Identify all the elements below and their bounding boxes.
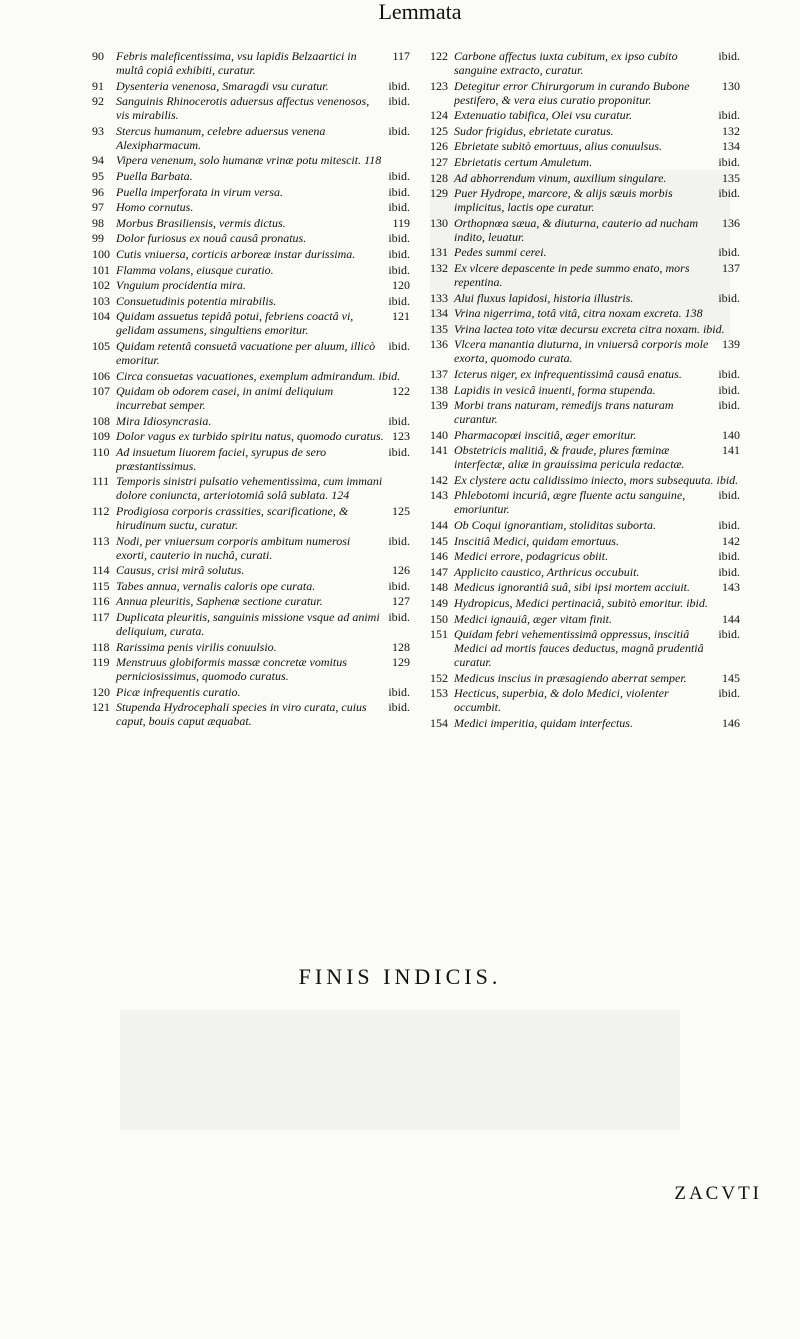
entry-text: Menstruus globiformis massæ concretæ vomitus perniciosissimus, quomodo curatus.	[116, 655, 347, 684]
entry-number: 103	[92, 293, 110, 308]
entry-page: ibid.	[388, 293, 410, 308]
index-entry	[430, 565, 740, 579]
entry-page: 130	[722, 78, 740, 93]
entry-text: Ad insuetum liuorem faciei, syrupus de sero præstantissimus.	[116, 444, 327, 473]
running-header: Lemmata	[378, 0, 462, 24]
entry-page: 125	[392, 504, 410, 519]
entry-number: 125	[430, 123, 448, 138]
entry-text: Icterus niger, ex infrequentissimâ causâ enatus.	[454, 366, 682, 381]
entry-number: 92	[92, 94, 104, 109]
entry-text: Ebrietatis certum Amuletum.	[454, 154, 593, 169]
index-entry	[92, 429, 410, 443]
entry-number: 101	[92, 262, 110, 277]
entry-number: 121	[92, 700, 110, 715]
entry-number: 124	[430, 108, 448, 123]
entry-page: 132	[722, 123, 740, 138]
entry-number: 106	[92, 368, 110, 383]
index-entry	[92, 49, 410, 77]
entry-text: Phlebotomi incuriâ, ægre fluente actu sanguine, emoriuntur.	[454, 488, 686, 517]
index-entry	[92, 294, 410, 308]
entry-page: ibid.	[718, 488, 740, 503]
entry-page: ibid.	[718, 627, 740, 642]
entry-number: 139	[430, 398, 448, 413]
index-entry	[430, 367, 740, 381]
entry-page: 126	[392, 563, 410, 578]
entry-text: Causus, crisi mirâ solutus.	[116, 563, 245, 578]
entry-text: Ebrietate subitò emortuus, alius conuulsus.	[454, 139, 662, 154]
entry-page: 127	[392, 594, 410, 609]
index-entry	[92, 185, 410, 199]
entry-page: ibid.	[388, 578, 410, 593]
index-entry	[92, 200, 410, 214]
index-entry	[430, 49, 740, 77]
entry-page: ibid.	[718, 290, 740, 305]
entry-page: ibid.	[388, 123, 410, 138]
entry-number: 127	[430, 154, 448, 169]
entry-text: Vrina lactea toto vitæ decursu excreta citra noxam. ibid.	[454, 321, 725, 336]
entry-number: 93	[92, 123, 104, 138]
index-entry	[92, 247, 410, 261]
entry-page: 139	[722, 337, 740, 352]
entry-page: ibid.	[388, 200, 410, 215]
entry-text: Morbus Brasiliensis, vermis dictus.	[116, 215, 286, 230]
entry-page: 120	[392, 278, 410, 293]
entry-number: 112	[92, 504, 110, 519]
entry-number: 153	[430, 686, 448, 701]
index-entry	[92, 79, 410, 93]
entry-page: ibid.	[718, 564, 740, 579]
index-entry	[92, 153, 410, 167]
index-entry	[92, 445, 410, 473]
index-entry	[430, 398, 740, 426]
index-entry	[430, 488, 740, 516]
entry-text: Medicus inscius in præsagiendo aberrat semper.	[454, 670, 687, 685]
entry-page: ibid.	[718, 518, 740, 533]
entry-number: 151	[430, 627, 448, 642]
index-entry	[430, 216, 740, 244]
index-entry	[92, 369, 410, 383]
entry-text: Ex vlcere depascente in pede summo enato, mors repentina.	[454, 260, 690, 289]
entry-text: Ad abhorrendum vinum, auxilium singulare.	[454, 170, 667, 185]
index-entry	[430, 171, 740, 185]
entry-text: Prodigiosa corporis crassities, scarificatione, & hirudinum suctu, curatur.	[116, 504, 349, 533]
entry-number: 108	[92, 413, 110, 428]
entry-text: Ex clystere actu calidissimo iniecto, mors subsequuta. ibid.	[454, 472, 739, 487]
index-entry	[430, 186, 740, 214]
entry-text: Nodi, per vniuersum corporis ambitum numerosi exorti, cauterio in nuchâ, curati.	[116, 533, 351, 562]
entry-number: 128	[430, 170, 448, 185]
entry-page: 135	[722, 170, 740, 185]
index-entry	[430, 124, 740, 138]
entry-number: 131	[430, 245, 448, 260]
entry-page: ibid.	[388, 94, 410, 109]
index-entry	[430, 322, 740, 336]
index-entry	[92, 563, 410, 577]
entry-text: Picæ infrequentis curatio.	[116, 684, 241, 699]
entry-page: ibid.	[388, 413, 410, 428]
entry-page: ibid.	[388, 262, 410, 277]
entry-text: Rarissima penis virilis conuulsio.	[116, 639, 277, 654]
index-entry	[92, 579, 410, 593]
entry-number: 149	[430, 596, 448, 611]
entry-number: 94	[92, 153, 104, 168]
entry-text: Medici ignauiâ, æger vitam finit.	[454, 611, 612, 626]
entry-text: Stupenda Hydrocephali species in viro curata, cuius caput, bouis caput æquabat.	[116, 700, 367, 729]
index-entry	[430, 306, 740, 320]
entry-number: 142	[430, 472, 448, 487]
index-entry	[430, 245, 740, 259]
index-entry	[92, 504, 410, 532]
entry-number: 152	[430, 670, 448, 685]
entry-number: 146	[430, 549, 448, 564]
entry-text: Duplicata pleuritis, sanguinis missione vsque ad animi deliquium, curata.	[116, 610, 380, 639]
entry-number: 123	[430, 78, 448, 93]
index-entry	[92, 231, 410, 245]
index-entry	[92, 309, 410, 337]
entry-number: 97	[92, 200, 104, 215]
entry-text: Hydropicus, Medici pertinaciâ, subitò emoritur. ibid.	[454, 596, 708, 611]
entry-number: 107	[92, 384, 110, 399]
entry-number: 130	[430, 215, 448, 230]
entry-text: Dysenteria venenosa, Smaragdi vsu curatur.	[116, 78, 329, 93]
entry-text: Extenuatio tabifica, Olei vsu curatur.	[454, 108, 632, 123]
index-entry	[92, 216, 410, 230]
entry-number: 137	[430, 366, 448, 381]
entry-text: Medicus ignorantiâ suâ, sibi ipsi mortem acciuit.	[454, 580, 690, 595]
entry-page: 119	[392, 215, 410, 230]
entry-text: Homo cornutus.	[116, 200, 194, 215]
entry-number: 114	[92, 563, 110, 578]
entry-page: 123	[392, 429, 410, 444]
entry-page: ibid.	[718, 186, 740, 201]
entry-number: 132	[430, 260, 448, 275]
entry-page: 141	[722, 443, 740, 458]
entry-number: 141	[430, 443, 448, 458]
entry-number: 138	[430, 382, 448, 397]
entry-number: 140	[430, 427, 448, 442]
entry-number: 105	[92, 338, 110, 353]
index-entry	[430, 383, 740, 397]
index-entry	[430, 443, 740, 471]
index-column-right	[430, 49, 740, 732]
entry-number: 111	[92, 474, 110, 489]
entry-page: 129	[392, 655, 410, 670]
entry-text: Tabes annua, vernalis caloris ope curata.	[116, 578, 316, 593]
entry-page: 137	[722, 260, 740, 275]
index-entry	[430, 139, 740, 153]
entry-page: 145	[722, 670, 740, 685]
entry-text: Flamma volans, eiusque curatio.	[116, 262, 274, 277]
entry-number: 115	[92, 578, 110, 593]
entry-text: Dolor vagus ex turbido spiritu natus, quomodo curatus.	[116, 429, 384, 444]
entry-number: 122	[430, 49, 448, 63]
entry-number: 109	[92, 429, 110, 444]
entry-text: Quidam assuetus tepidâ potui, febriens coactâ vi, gelidam assumens, singultiens emoritur.	[116, 309, 354, 338]
entry-page: ibid.	[718, 108, 740, 123]
entry-number: 98	[92, 215, 104, 230]
entry-page: ibid.	[388, 246, 410, 261]
index-entry	[430, 291, 740, 305]
entry-page: 143	[722, 580, 740, 595]
entry-text: Dolor furiosus ex nouâ causâ pronatus.	[116, 231, 307, 246]
index-entry	[92, 414, 410, 428]
entry-text: Quidam febri vehementissimâ oppressus, inscitiâ Medici ad mortis fauces deductus, magnâ prudentiâ curatur.	[454, 627, 704, 670]
entry-number: 100	[92, 246, 110, 261]
entry-page: 134	[722, 139, 740, 154]
index-entry	[92, 124, 410, 152]
entry-text: Pharmacopœi inscitiâ, æger emoritur.	[454, 427, 637, 442]
entry-text: Febris maleficentissima, vsu lapidis Belzaartici in multâ copiâ exhibiti, curatur.	[116, 49, 357, 77]
entry-number: 150	[430, 611, 448, 626]
index-entry	[92, 263, 410, 277]
index-entry	[430, 79, 740, 107]
entry-page: ibid.	[718, 154, 740, 169]
index-entry	[430, 108, 740, 122]
entry-text: Applicito caustico, Arthricus occubuit.	[454, 564, 640, 579]
entry-page: ibid.	[388, 533, 410, 548]
entry-number: 117	[92, 610, 110, 625]
entry-text: Sanguinis Rhinocerotis aduersus affectus venenosos, vis mirabilis.	[116, 94, 370, 123]
entry-page: ibid.	[718, 549, 740, 564]
index-entry	[430, 671, 740, 685]
entry-text: Alui fluxus lapidosi, historia illustris.	[454, 290, 634, 305]
index-entry	[92, 94, 410, 122]
entry-number: 133	[430, 290, 448, 305]
index-entry	[430, 337, 740, 365]
entry-text: Ob Coqui ignorantiam, stoliditas suborta.	[454, 518, 657, 533]
index-entry	[92, 339, 410, 367]
finis-heading: FINIS INDICIS.	[298, 964, 502, 989]
index-entry	[92, 610, 410, 638]
entry-text: Vipera venenum, solo humanæ vrinæ potu mitescit. 118	[116, 153, 382, 168]
entry-number: 134	[430, 306, 448, 321]
index-entry	[430, 612, 740, 626]
entry-number: 91	[92, 78, 104, 93]
entry-number: 148	[430, 580, 448, 595]
entry-text: Quidam ob odorem casei, in animi deliquium incurrebat semper.	[116, 384, 334, 413]
entry-page: ibid.	[718, 366, 740, 381]
entry-number: 95	[92, 168, 104, 183]
index-entry	[430, 596, 740, 610]
index-entry	[92, 169, 410, 183]
entry-page: ibid.	[388, 231, 410, 246]
index-entry	[430, 686, 740, 714]
entry-page: 122	[392, 384, 410, 399]
entry-text: Consuetudinis potentia mirabilis.	[116, 293, 277, 308]
entry-text: Inscitiâ Medici, quidam emortuus.	[454, 533, 619, 548]
entry-number: 143	[430, 488, 448, 503]
entry-text: Morbi trans naturam, remedijs trans naturam curantur.	[454, 398, 674, 427]
entry-text: Lapidis in vesicâ inuenti, forma stupenda.	[454, 382, 656, 397]
entry-number: 145	[430, 533, 448, 548]
entry-number: 147	[430, 564, 448, 579]
entry-text: Quidam retentâ consuetâ vacuatione per aluum, illicò emoritur.	[116, 338, 376, 367]
index-entry	[430, 155, 740, 169]
entry-text: Sudor frigidus, ebrietate curatus.	[454, 123, 614, 138]
index-entry	[430, 716, 740, 730]
entry-number: 99	[92, 231, 104, 246]
entry-text: Puer Hydrope, marcore, & alijs sæuis morbis implicitus, lactis ope curatur.	[454, 186, 673, 215]
entry-page: ibid.	[388, 78, 410, 93]
catchword: ZACVTI	[674, 1183, 762, 1204]
entry-number: 120	[92, 684, 110, 699]
index-entry	[92, 594, 410, 608]
entry-page: 146	[722, 716, 740, 730]
entry-page: ibid.	[718, 398, 740, 413]
entry-page: 144	[722, 611, 740, 626]
index-entry	[430, 518, 740, 532]
entry-text: Medici errore, podagricus obiit.	[454, 549, 609, 564]
entry-text: Orthopnœa sæua, & diuturna, cauterio ad nucham indito, leuatur.	[454, 215, 699, 244]
entry-number: 113	[92, 533, 110, 548]
entry-page: ibid.	[388, 610, 410, 625]
entry-text: Carbone affectus iuxta cubitum, ex ipso cubito sanguine extracto, curatur.	[454, 49, 678, 77]
entry-text: Stercus humanum, celebre aduersus venena Alexipharmacum.	[116, 123, 326, 152]
index-entry	[430, 627, 740, 669]
entry-page: ibid.	[388, 168, 410, 183]
entry-page: ibid.	[388, 700, 410, 715]
index-entry	[92, 278, 410, 292]
entry-number: 129	[430, 186, 448, 201]
entry-number: 154	[430, 716, 448, 730]
index-entry	[430, 428, 740, 442]
entry-page: 117	[392, 49, 410, 63]
index-entry	[92, 655, 410, 683]
entry-page: 142	[722, 533, 740, 548]
entry-page: 136	[722, 215, 740, 230]
entry-number: 110	[92, 444, 110, 459]
index-entry	[92, 640, 410, 654]
index-entry	[430, 534, 740, 548]
index-entry	[430, 261, 740, 289]
entry-text: Cutis vniuersa, corticis arboreæ instar durissima.	[116, 246, 356, 261]
entry-text: Vrina nigerrima, totâ vitâ, citra noxam excreta. 138	[454, 306, 703, 321]
entry-number: 126	[430, 139, 448, 154]
entry-number: 102	[92, 278, 110, 293]
entry-page: ibid.	[388, 338, 410, 353]
index-entry	[92, 384, 410, 412]
entry-page: ibid.	[388, 684, 410, 699]
entry-text: Pedes summi cerei.	[454, 245, 547, 260]
index-column-left	[92, 49, 410, 730]
entry-number: 136	[430, 337, 448, 352]
entry-number: 104	[92, 309, 110, 324]
entry-text: Medici imperitia, quidam interfectus.	[454, 716, 633, 730]
entry-page: ibid.	[388, 184, 410, 199]
entry-page: ibid.	[718, 382, 740, 397]
entry-text: Obstetricis malitiâ, & fraude, plures fœminæ interfectæ, aliæ in grauissima pericula redactæ.	[454, 443, 685, 472]
index-entry	[92, 685, 410, 699]
entry-number: 96	[92, 184, 104, 199]
entry-number: 119	[92, 655, 110, 670]
entry-text: Puella Barbata.	[116, 168, 193, 183]
entry-text: Detegitur error Chirurgorum in curando Bubone pestifero, & vera eius curatio proponitur.	[454, 78, 690, 107]
entry-page: ibid.	[718, 686, 740, 701]
entry-page: ibid.	[718, 245, 740, 260]
entry-text: Mira Idiosyncrasia.	[116, 413, 212, 428]
entry-page: 121	[392, 309, 410, 324]
index-entry	[92, 474, 410, 502]
entry-text: Annua pleuritis, Saphenæ sectione curatur.	[116, 594, 323, 609]
entry-page: 140	[722, 427, 740, 442]
entry-text: Temporis sinistri pulsatio vehementissima, cum immani dolore coniuncta, arteriotomiâ solâ sublata. 124	[116, 474, 383, 503]
entry-text: Puella imperforata in virum versa.	[116, 184, 283, 199]
index-entry	[92, 700, 410, 728]
entry-page: 128	[392, 639, 410, 654]
entry-page: ibid.	[388, 444, 410, 459]
index-entry	[430, 473, 740, 487]
show-through-shadow-lower	[120, 1010, 680, 1130]
entry-number: 116	[92, 594, 110, 609]
index-entry	[430, 549, 740, 563]
entry-number: 135	[430, 321, 448, 336]
entry-text: Hecticus, superbia, & dolo Medici, violenter occumbit.	[454, 686, 669, 715]
entry-text: Circa consuetas vacuationes, exemplum admirandum. ibid.	[116, 368, 401, 383]
entry-number: 144	[430, 518, 448, 533]
entry-number: 90	[92, 49, 104, 63]
entry-text: Vnguium procidentia mira.	[116, 278, 246, 293]
index-entry	[92, 534, 410, 562]
entry-text: Vlcera manantia diuturna, in vniuersâ corporis mole exorta, quomodo curata.	[454, 337, 709, 366]
index-entry	[430, 580, 740, 594]
entry-number: 118	[92, 639, 110, 654]
entry-page: ibid.	[718, 49, 740, 63]
